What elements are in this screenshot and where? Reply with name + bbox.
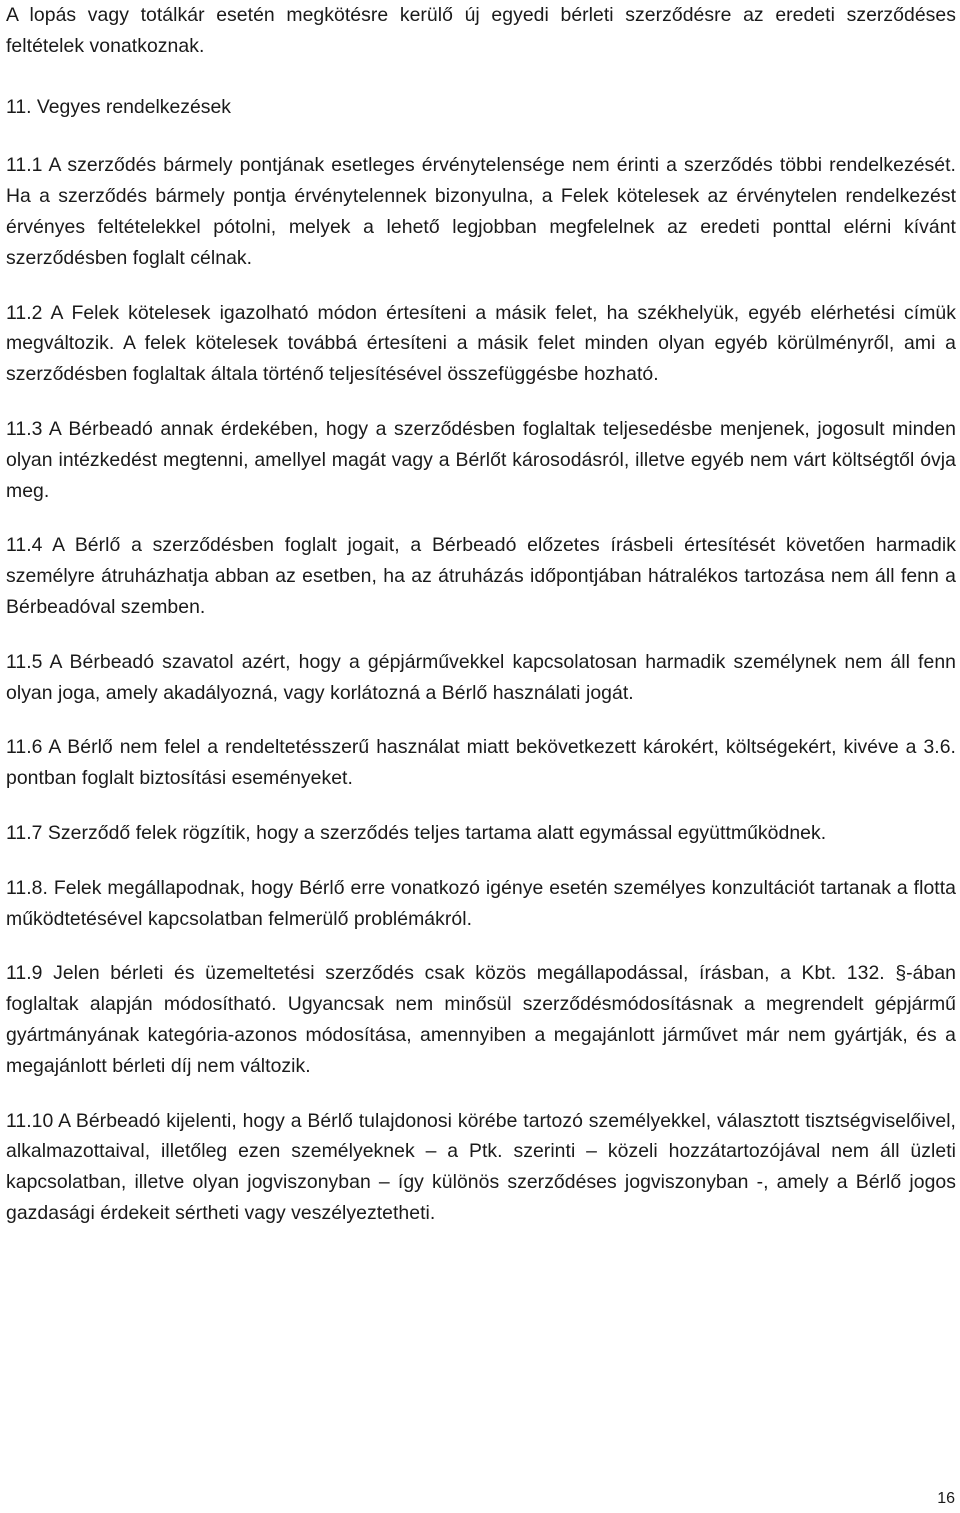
paragraph-11-10: 11.10 A Bérbeadó kijelenti, hogy a Bérlő tulajdonosi körébe tartozó személyekkel, választott tisztségviselőivel, alkalmazottaival, illetőleg ezen személyeknek – a Ptk. szerinti – közeli hozzátartozójával nem áll üzleti kapcsolatban, illetve olyan jogviszonyban – így különös szerződéses jogviszonyban -, amely a Bérlő jogos gazdasági érdekeit sértheti vagy veszélyeztetheti. (6, 1109, 956, 1224)
paragraph-11-4: 11.4 A Bérlő a szerződésben foglalt jogait, a Bérbeadó előzetes írásbeli értesítését követően harmadik személyre átruházhatja abban az esetben, ha az átruházás időpontjában hátralékos tartozása nem áll fenn a Bérbeadóval szemben. (6, 534, 956, 618)
section-heading: 11. Vegyes rendelkezések (6, 95, 231, 118)
page-number: 16 (937, 1490, 955, 1507)
intro-paragraph: A lopás vagy totálkár esetén megkötésre kerülő új egyedi bérleti szerződésre az eredeti szerződéses feltételek vonatkoznak. (6, 4, 956, 57)
document-page (6, 0, 956, 1229)
paragraph-11-6: 11.6 A Bérlő nem felel a rendeltetésszerű használat miatt bekövetkezett károkért, költségekért, kivéve a 3.6. pontban foglalt biztosítási eseményeket. (6, 736, 956, 790)
paragraph-11-9: 11.9 Jelen bérleti és üzemeltetési szerződés csak közös megállapodással, írásban, a Kbt. 132. §-ában foglaltak alapján módosítható. Ugyancsak nem minősül szerződésmódosításnak a megrendelt gépjármű gyártmányának kategória-azonos módosítása, amennyiben a megajánlott járművet már nem gyártják, és a megajánlott bérleti díj nem változik. (6, 962, 956, 1077)
paragraph-11-8: 11.8. Felek megállapodnak, hogy Bérlő erre vonatkozó igénye esetén személyes konzultációt tartanak a flotta működtetésével kapcsolatban felmerülő problémákról. (6, 876, 956, 930)
paragraph-11-2: 11.2 A Felek kötelesek igazolható módon értesíteni a másik felet, ha székhelyük, egyéb elérhetési címük megváltozik. A felek kötelesek továbbá értesíteni a másik felet minden olyan egyéb körülményről, ami a szerződésben foglaltak általa történő teljesítésével összefüggésbe hozható. (6, 301, 956, 386)
paragraph-11-5: 11.5 A Bérbeadó szavatol azért, hogy a gépjárművekkel kapcsolatosan harmadik személynek nem áll fenn olyan joga, amely akadályozná, vagy korlátozná a Bérlő használati jogát. (6, 650, 956, 704)
paragraph-11-3: 11.3 A Bérbeadó annak érdekében, hogy a szerződésben foglaltak teljesedésbe menjenek, jogosult minden olyan intézkedést megtenni, amellyel magát vagy a Bérlőt károsodásról, illetve egyéb nem várt költségtől óvja meg. (6, 417, 956, 502)
paragraph-11-1: 11.1 A szerződés bármely pontjának esetleges érvénytelensége nem érinti a szerződés többi rendelkezését. Ha a szerződés bármely pontja érvénytelennek bizonyulna, a Felek kötelesek az érvénytelen rendelkezést érvényes feltételekkel pótolni, melyek a lehető legjobban megfelelnek az eredeti ponttal elérni kívánt szerződésben foglalt célnak. (6, 154, 956, 269)
paragraph-11-7: 11.7 Szerződő felek rögzítik, hogy a szerződés teljes tartama alatt egymással együttműködnek. (6, 821, 827, 844)
